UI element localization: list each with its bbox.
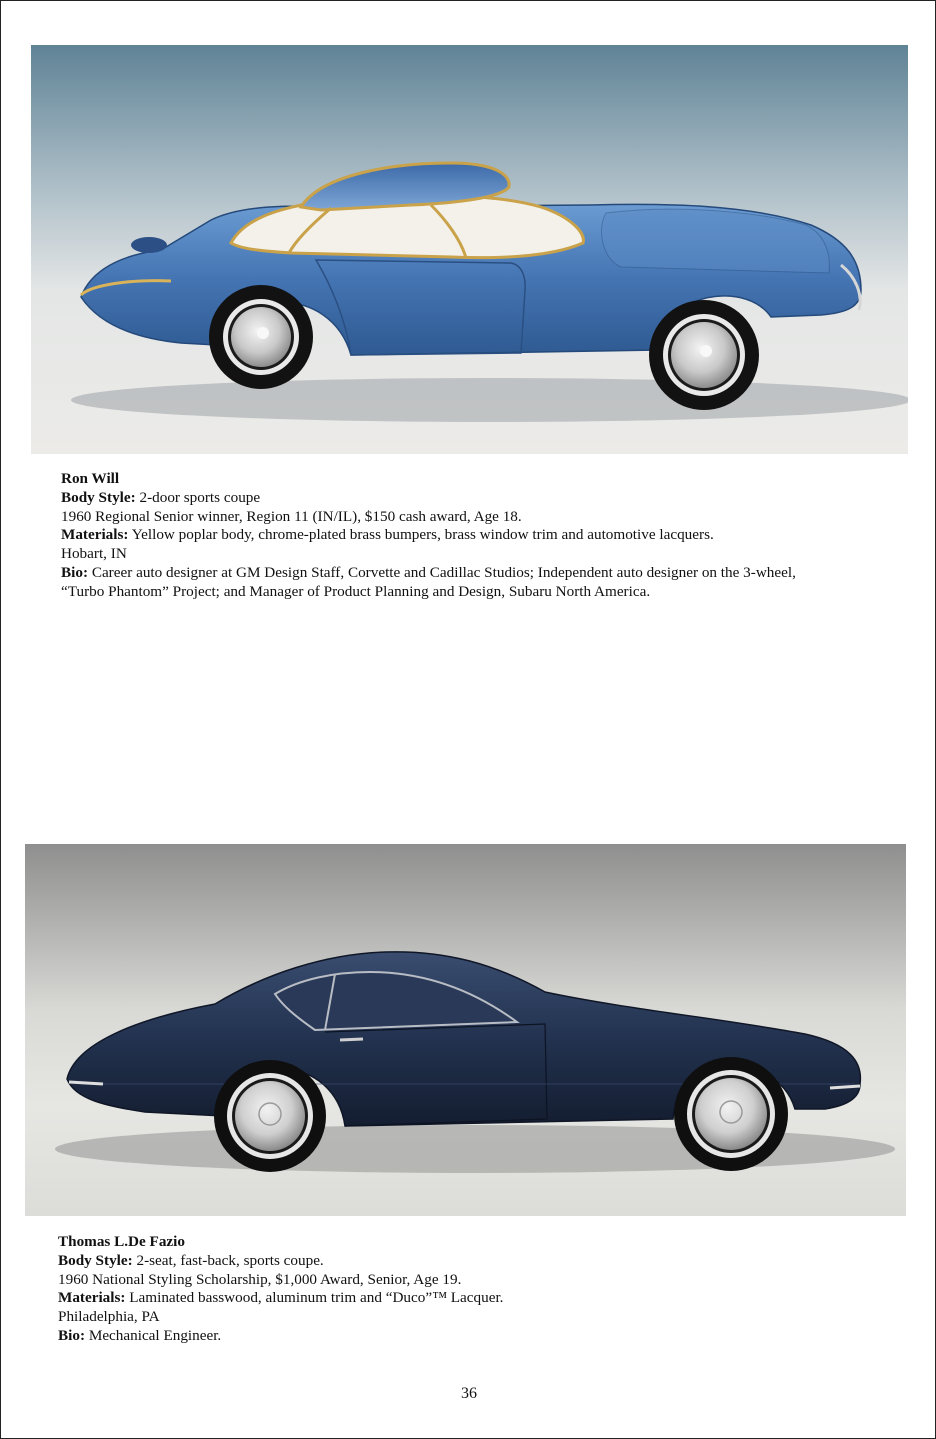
page-number: 36 bbox=[461, 1385, 477, 1402]
award-text: 1960 Regional Senior winner, Region 11 (IN/IL), $150 cash award, Age 18. bbox=[61, 507, 522, 525]
bio-label: Bio: bbox=[61, 563, 89, 581]
body-style-label: Body Style: bbox=[58, 1251, 133, 1269]
body-style-label: Body Style: bbox=[61, 488, 136, 506]
car-photo-ron-will bbox=[31, 45, 908, 454]
materials-label: Materials: bbox=[61, 526, 129, 544]
bio-label: Bio: bbox=[58, 1326, 86, 1344]
body-style-value: 2-seat, fast-back, sports coupe. bbox=[132, 1251, 324, 1269]
car-photo-thomas-de-fazio bbox=[25, 844, 906, 1216]
award-text: 1960 National Styling Scholarship, $1,000 Award, Senior, Age 19. bbox=[58, 1270, 462, 1288]
body-style-value: 2-door sports coupe bbox=[135, 488, 261, 506]
caption-ron-will bbox=[61, 470, 891, 602]
bio-continuation: “Turbo Phantom” Project; and Manager of Product Planning and Design, Subaru North America. bbox=[61, 582, 651, 600]
bio-value: Career auto designer at GM Design Staff, Corvette and Cadillac Studios; Independent auto designer on the 3-wheel, bbox=[88, 563, 796, 581]
bio-value: Mechanical Engineer. bbox=[85, 1326, 222, 1344]
materials-label: Materials: bbox=[58, 1289, 126, 1307]
caption-thomas-de-fazio bbox=[58, 1233, 888, 1346]
designer-name: Thomas L.De Fazio bbox=[58, 1233, 185, 1250]
location-text: Philadelphia, PA bbox=[58, 1308, 160, 1326]
materials-value: Yellow poplar body, chrome-plated brass bumpers, brass window trim and automotive lacquers. bbox=[128, 526, 714, 544]
materials-value: Laminated basswood, aluminum trim and “Duco”™ Lacquer. bbox=[125, 1289, 504, 1307]
designer-name: Ron Will bbox=[61, 470, 120, 487]
location-text: Hobart, IN bbox=[61, 545, 127, 563]
